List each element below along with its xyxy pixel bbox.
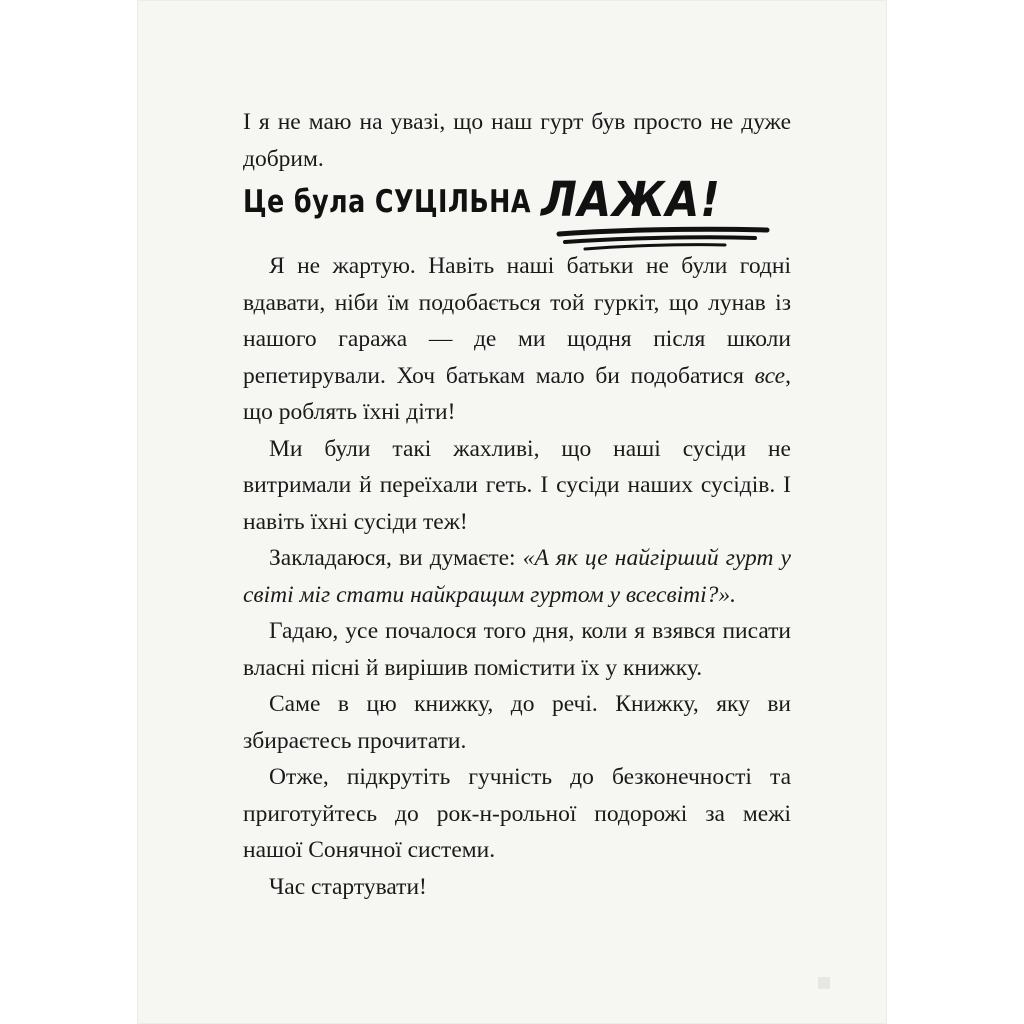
paragraph-4-text: Закладаюся, ви думаєте: [269,545,516,571]
page-corner-mark [818,977,830,989]
paragraph-1: І я не маю на увазі, що наш гурт був просто не дуже добрим. [243,109,791,172]
paragraph-2-end: , що роблять їхні діти! [243,362,791,425]
handwritten-heading [243,172,803,252]
paragraph-2-text: Я не жартую. Навіть наші батьки не були годні вдавати, ніби їм подобається той гуркіт, що лунав із нашого гаража — де ми щодня після школи репетирували. Хоч батькам мало би подобатися [243,253,791,389]
handwritten-small-text: Це була СУЦІЛЬНА [243,184,531,220]
paragraph-7: Отже, підкрутіть гучність до безконечності та приготуйтесь до рок-н-рольної подорожі за межі нашої Сонячної системи. [243,764,791,863]
paragraph-5: Гадаю, усе почалося того дня, коли я взявся писати власні пісні й вирішив помістити їх у книжку. [243,618,791,681]
paragraph-3: Ми були такі жахливі, що наші сусіди не витримали й переїхали геть. І сусіди наших сусідів. І навіть їхні сусіди теж! [243,435,791,535]
paragraph-8: Час стартувати! [269,873,427,900]
handwritten-big-text: ЛАЖА! [541,172,721,228]
paragraph-6: Саме в цю книжку, до речі. Книжку, яку ви збираєтесь прочитати. [243,691,791,754]
paragraph-2 [243,248,791,431]
paragraph-2-italic: все [754,362,786,389]
scribble-underline [555,224,775,254]
paragraph-4 [243,540,791,613]
paragraph-4-italic: «А як це найгірший гурт у світі міг стати найкращим гуртом у всесвіті?». [243,545,791,608]
